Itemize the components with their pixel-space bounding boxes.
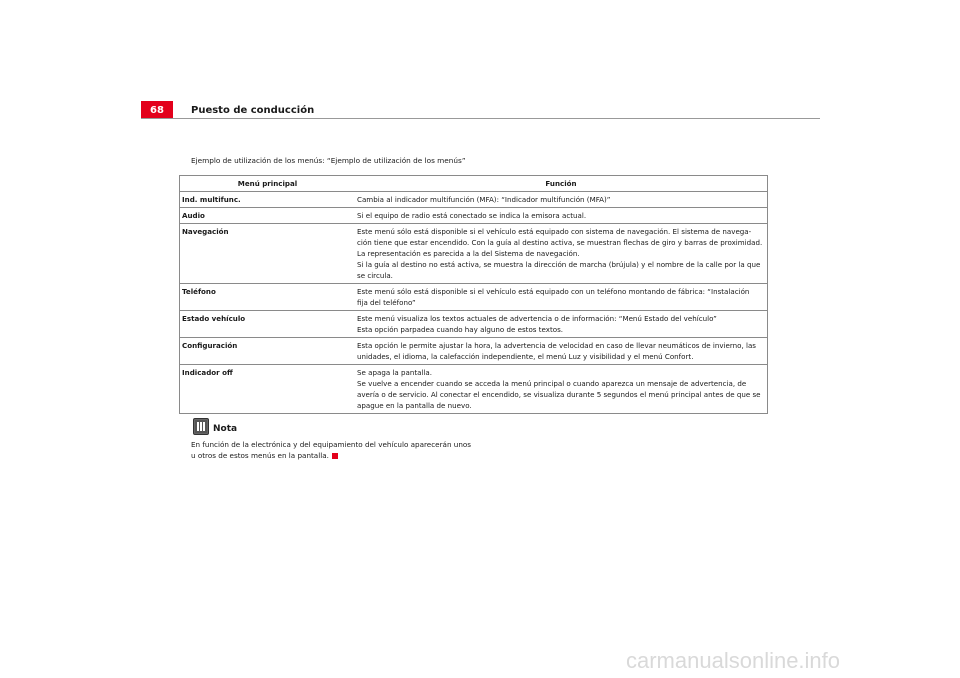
function-line: Este menú sólo está disponible si el vehículo está equipado con sistema de navegación. El sistema de navega- xyxy=(357,227,752,236)
function-line: Cambia al indicador multifunción (MFA): “Indicador multifunción (MFA)” xyxy=(357,195,611,204)
function-line: Si el equipo de radio está conectado se indica la emisora actual. xyxy=(357,211,587,220)
function-line: Este menú sólo está disponible si el vehículo está equipado con un teléfono montando de fábrica: “Instalación xyxy=(357,287,750,296)
menu-function xyxy=(357,194,765,205)
menu-function xyxy=(357,313,765,335)
note-line: En función de la electrónica y del equipamiento del vehículo aparecerán unos xyxy=(191,440,472,449)
page-number: 68 xyxy=(141,101,173,119)
function-line: La representación es parecida a la del Sistema de navegación. xyxy=(357,249,580,258)
header-divider xyxy=(141,118,820,119)
function-line: Se apaga la pantalla. xyxy=(357,368,433,377)
note-text xyxy=(191,439,481,461)
function-line: avería o de servicio. Al conectar el encendido, se visualiza durante 5 segundos el menú principal antes de que se xyxy=(357,390,761,399)
menu-function xyxy=(357,286,765,308)
function-line: Este menú visualiza los textos actuales de advertencia o de información: “Menú Estado del vehículo” xyxy=(357,314,717,323)
menu-function xyxy=(357,226,765,281)
intro-text: Ejemplo de utilización de los menús: “Ejemplo de utilización de los menús” xyxy=(191,156,466,165)
watermark: carmanualsonline.info xyxy=(626,648,841,673)
menu-function xyxy=(357,340,765,362)
column-header-menu: Menú principal xyxy=(237,179,298,188)
table-row xyxy=(180,192,767,208)
menu-name: Ind. multifunc. xyxy=(182,195,241,204)
function-line: apague en la pantalla de nuevo. xyxy=(357,401,472,410)
function-line: unidades, el idioma, la calefacción independiente, el menú Luz y visibilidad y el menú Confort. xyxy=(357,352,694,361)
note-title: Nota xyxy=(213,424,238,434)
function-line: Esta opción parpadea cuando hay alguno de estos textos. xyxy=(357,325,564,334)
note-line: u otros de estos menús en la pantalla. xyxy=(191,451,329,460)
function-line: fija del teléfono” xyxy=(357,298,416,307)
menu-name: Estado vehículo xyxy=(182,314,246,323)
menu-name: Configuración xyxy=(182,341,238,350)
table-row xyxy=(180,284,767,311)
function-line: ción tiene que estar encendido. Con la guía al destino activa, se muestran flechas de giro y barras de proximidad. xyxy=(357,238,763,247)
function-line: Si la guía al destino no está activa, se muestra la dirección de marcha (brújula) y el nombre de la calle por la que xyxy=(357,260,761,269)
menu-table xyxy=(179,175,768,414)
column-header-function: Función xyxy=(545,179,577,188)
function-line: Se vuelve a encender cuando se acceda la menú principal o cuando aparezca un mensaje de advertencia, de xyxy=(357,379,747,388)
function-line: Esta opción le permite ajustar la hora, la advertencia de velocidad en caso de llevar neumáticos de invierno, las xyxy=(357,341,757,350)
table-header xyxy=(180,176,767,192)
section-title: Puesto de conducción xyxy=(191,105,315,116)
function-line: se circula. xyxy=(357,271,393,280)
table-row xyxy=(180,311,767,338)
menu-name: Indicador off xyxy=(182,368,233,377)
menu-name: Teléfono xyxy=(182,287,216,296)
table-row xyxy=(180,208,767,224)
menu-function xyxy=(357,367,765,411)
menu-name: Audio xyxy=(182,211,205,220)
end-of-section-mark xyxy=(332,453,338,459)
table-row xyxy=(180,224,767,284)
table-row xyxy=(180,338,767,365)
menu-function xyxy=(357,210,765,221)
table-row xyxy=(180,365,767,413)
note-icon xyxy=(193,418,209,435)
menu-name: Navegación xyxy=(182,227,229,236)
